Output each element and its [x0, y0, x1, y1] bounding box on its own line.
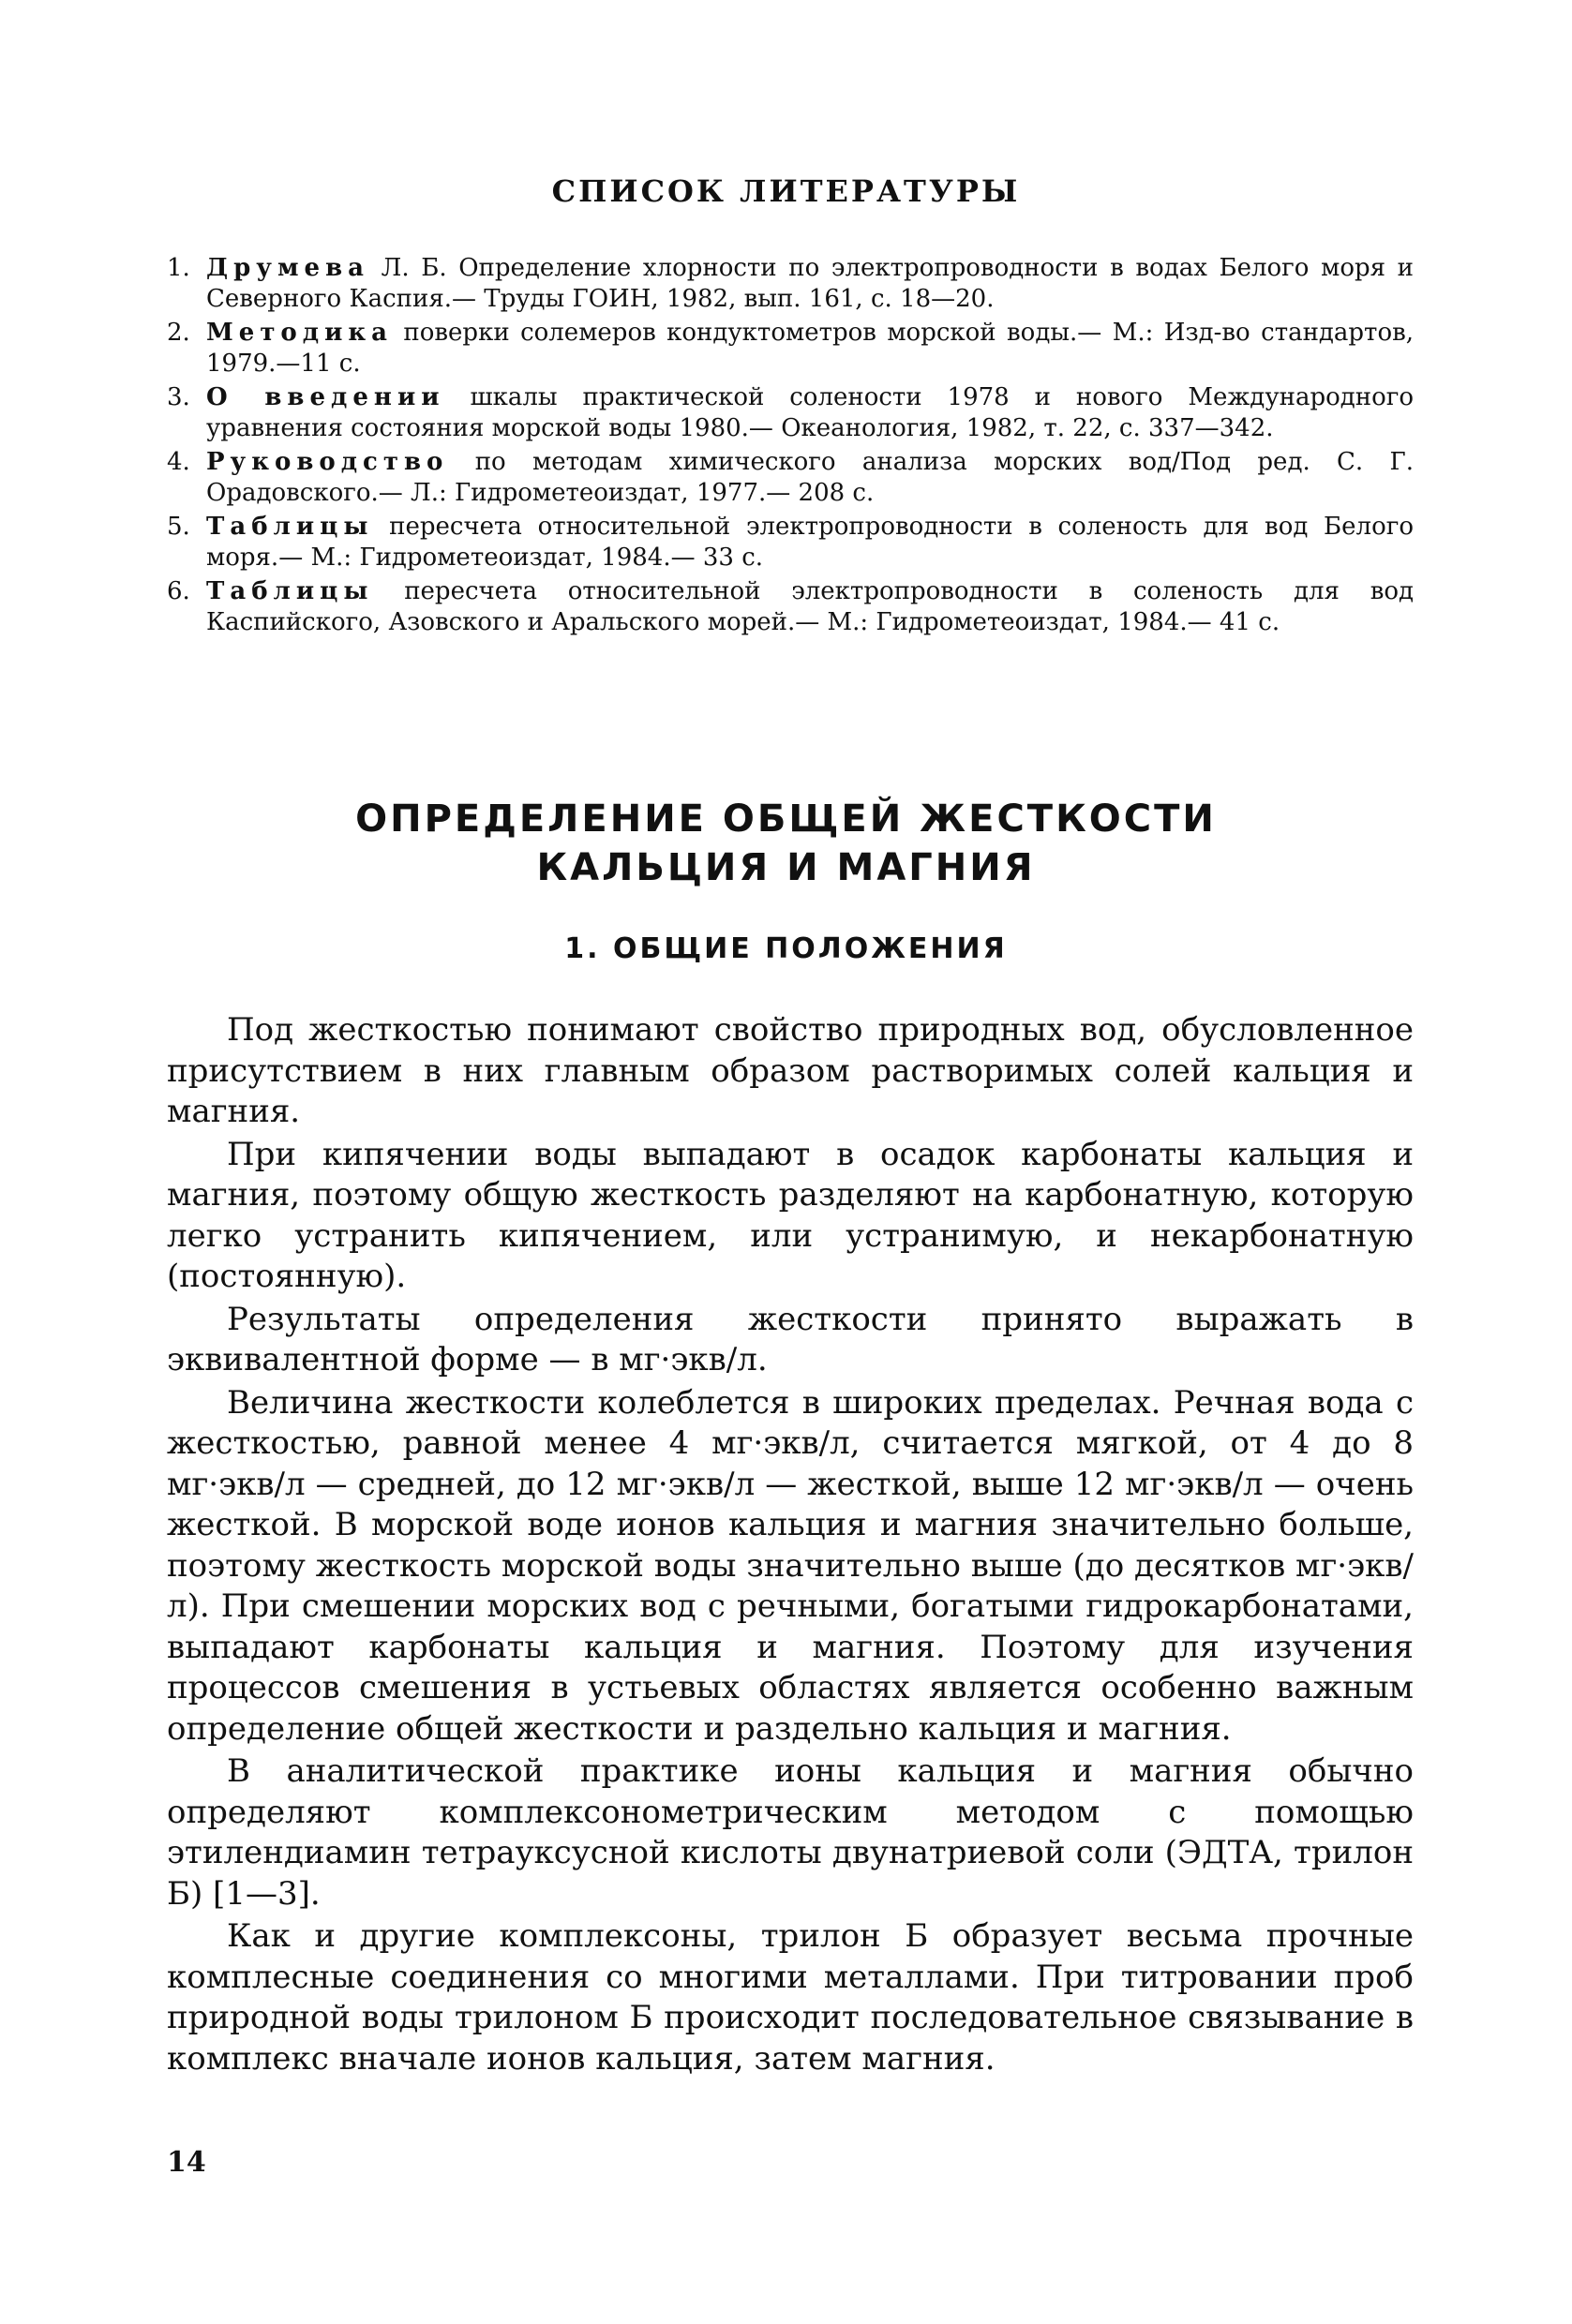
chapter-title-line-2: КАЛЬЦИЯ И МАГНИЯ — [536, 846, 1036, 889]
reference-text: пересчета относительной электропроводности в соленость для вод Белого моря.— М.: Гидрометеоиздат, 1984.— 33 с. — [206, 513, 1414, 572]
reference-text: поверки солемеров кондуктометров морской воды.— М.: Изд-во стандартов, 1979.—11 с. — [206, 319, 1414, 378]
reference-number: 6. — [167, 577, 190, 605]
reference-number: 1. — [167, 254, 190, 282]
reference-author: Таблицы — [206, 513, 374, 541]
paragraph: Как и другие комплексоны, трилон Б образует весьма прочные комплесные соединения со многими металлами. При титровании проб природной воды трилоном Б происходит последовательное связывание в комплекс вначале ионов кальция, затем магния. — [167, 1917, 1414, 2078]
section-title: 1. ОБЩИЕ ПОЛОЖЕНИЯ — [564, 932, 1008, 965]
paragraph: Под жесткостью понимают свойство природных вод, обусловленное присутствием в них главным образом растворимых солей кальция и магния. — [167, 1011, 1414, 1130]
reference-text: Л. Б. Определение хлорности по электропроводности в водах Белого моря и Северного Каспия.— Труды ГОИН, 1982, вып. 161, с. 18—20. — [206, 254, 1414, 313]
reference-number: 3. — [167, 383, 190, 411]
reference-item — [167, 382, 1414, 444]
reference-number: 2. — [167, 319, 190, 347]
reference-author: Методика — [206, 319, 394, 347]
chapter-title — [0, 795, 1572, 892]
paragraph: Результаты определения жесткости принято выражать в эквивалентной форме — в мг·экв/л. — [167, 1300, 1414, 1378]
reference-item — [167, 512, 1414, 574]
reference-author: Друмева — [206, 254, 369, 282]
page-number: 14 — [167, 2146, 206, 2179]
reference-text: по методам химического анализа морских вод/Под ред. С. Г. Орадовского.— Л.: Гидрометеоиздат, 1977.— 208 с. — [206, 448, 1414, 507]
references-list — [167, 253, 1414, 641]
reference-item — [167, 576, 1414, 638]
chapter-title-line-1: ОПРЕДЕЛЕНИЕ ОБЩЕЙ ЖЕСТКОСТИ — [355, 797, 1217, 841]
reference-item — [167, 253, 1414, 315]
reference-author: Руководство — [206, 448, 449, 476]
reference-number: 4. — [167, 448, 190, 476]
reference-number: 5. — [167, 513, 190, 541]
reference-item — [167, 447, 1414, 509]
reference-text: шкалы практической солености 1978 и нового Международного уравнения состояния морской воды 1980.— Океанология, 1982, т. 22, с. 337—342. — [206, 383, 1415, 442]
reference-text: пересчета относительной электропроводности в соленость для вод Каспийского, Азовского и Аральского морей.— М.: Гидрометеоиздат, 1984.— 41 с. — [206, 577, 1414, 636]
reference-author: Таблицы — [206, 577, 374, 605]
reference-item — [167, 318, 1414, 380]
paragraph: Величина жесткости колеблется в широких пределах. Речная вода с жесткостью, равной менее 4 мг·экв/л, считается мягкой, от 4 до 8 мг·экв/л — средней, до 12 мг·экв/л — жесткой, выше 12 мг·экв/л — очень жесткой. В морской воде ионов кальция и магния значительно больше, поэтому жесткость морской воды значительно выше (до десятков мг·экв/л). При смешении морских вод с речными, богатыми гидрокарбонатами, выпадают карбонаты кальция и магния. Поэтому для изучения процессов смешения в устьевых областях является особенно важным определение общей жесткости и раздельно кальция и магния. — [167, 1383, 1414, 1748]
references-title: СПИСОК ЛИТЕРАТУРЫ — [551, 173, 1021, 209]
reference-author: О введении — [206, 383, 445, 411]
body-text — [167, 1010, 1414, 2081]
paragraph: В аналитической практике ионы кальция и магния обычно определяют комплексонометрическим методом с помощью этилендиамин тетрауксусной кислоты двунатриевой соли (ЭДТА, трилон Б) [1—3]. — [167, 1752, 1414, 1913]
paragraph: При кипячении воды выпадают в осадок карбонаты кальция и магния, поэтому общую жесткость разделяют на карбонатную, которую легко устранить кипячением, или устранимую, и некарбонатную (постоянную). — [167, 1135, 1414, 1295]
